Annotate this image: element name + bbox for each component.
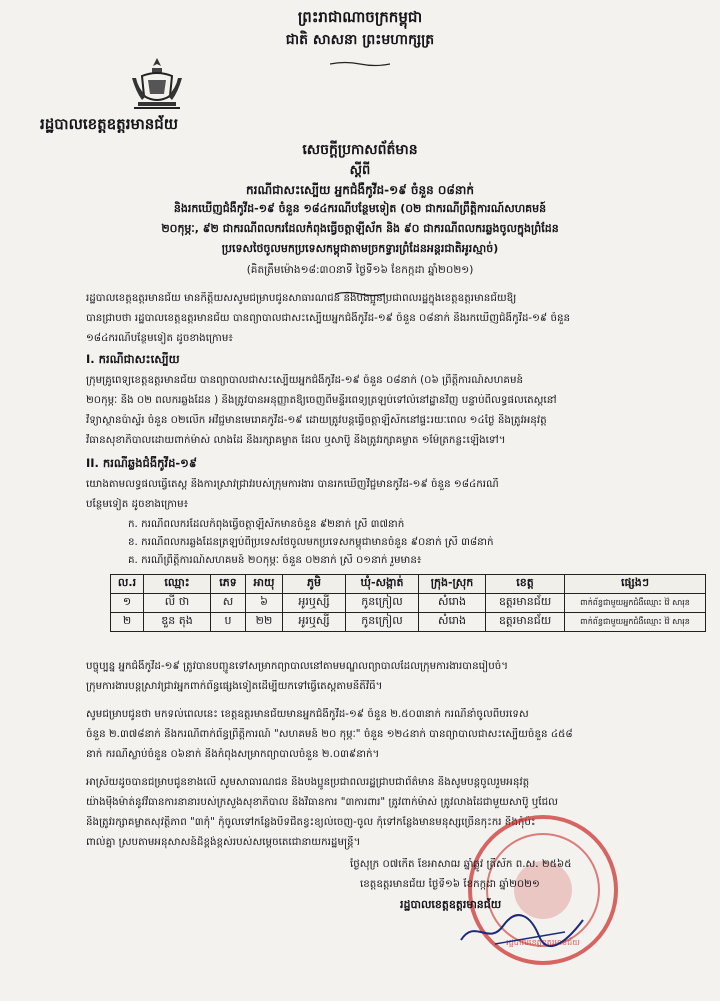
- cell-number: ២: [111, 613, 144, 632]
- col-sex: ភេទ: [211, 575, 246, 594]
- title-line-3: ២០កុម្ភៈ, ៩២ ជាករណីពលករដែលកំពុងធ្វើចត្តាឡីស័ក និង ៩០ ជាករណីពលករឆ្លងចូលក្នុងព្រំដែន: [161, 222, 559, 235]
- title-line-1: ករណីជាសះស្បើយ អ្នកជំងឺកូវីដ-១៩ ចំនួន ០៨នាក់: [246, 183, 474, 197]
- document-title: សេចក្តីប្រកាសព័ត៌មាន: [302, 142, 418, 158]
- cell-number: ១: [111, 594, 144, 613]
- infected-line-2: បន្ថែមទៀត ដូចខាងក្រោម៖: [86, 498, 189, 510]
- cell-age: ២២: [246, 613, 283, 632]
- solar-date: ខេត្តឧត្តរមានជ័យ ថ្ងៃទី១៦ ខែកក្កដា ឆ្នាំ២០២១: [360, 878, 540, 890]
- col-notes: ផ្សេងៗ: [565, 575, 706, 594]
- kingdom-title: ព្រះរាជាណាចក្រកម្ពុជា: [297, 8, 423, 26]
- intro-line-1: រដ្ឋបាលខេត្តឧត្តរមានជ័យ មានកិត្តិយសសូមជម្រាបជូនសាធារណជន និងបងប្អូនប្រជាពលរដ្ឋក្នុងខេត្តឧត្តរមានជ័យឱ្យ: [86, 292, 517, 304]
- title-ornament: [335, 282, 385, 288]
- closing-line-3: និងត្រូវរក្សាគម្លាតសុវត្ថិភាព "៣កុំ" កុំចូលទៅកន្លែងបិទជិតខ្វះខ្យល់ចេញ-ចូល កុំទៅកន្លែងមានមនុស្សច្រើនកុះករ និងកុំប៉ះ: [86, 816, 536, 828]
- cell-district: សំរោង: [419, 594, 486, 613]
- col-number: ល.រ: [111, 575, 144, 594]
- recovered-line-4: វិធានសុខាភិបាលដោយពាក់ម៉ាស់ លាងដៃ និងរក្សាគម្លាត ដែល ឬសាប៊ូ និងត្រូវរក្សាគម្លាត ១ម៉ែត្រកន្លះឡើងទៅ។: [86, 434, 506, 446]
- col-age: អាយុ: [246, 575, 283, 594]
- issuing-authority: រដ្ឋបាលខេត្តឧត្តរមានជ័យ: [40, 115, 179, 133]
- cell-notes: ពាក់ព័ន្ធជាមួយអ្នកជំងឺឈ្មោះ វ៉ៃ សារុន: [565, 594, 706, 613]
- cell-name: លី ថា: [144, 594, 211, 613]
- national-motto: ជាតិ សាសនា ព្រះមហាក្សត្រ: [285, 32, 435, 48]
- table-row: [111, 613, 706, 632]
- community-cases-table: [110, 574, 706, 632]
- signatory-authority: រដ្ឋបាលខេត្តឧត្តរមានជ័យ: [400, 898, 502, 911]
- infected-item-a: ក. ករណីពលករដែលកំពុងធ្វើចត្តាឡីស័កមានចំនួន ៩២នាក់ ស្រី ៣៧នាក់: [128, 518, 405, 530]
- section-infected-heading: II. ករណីឆ្លងជំងឺកូវីដ-១៩: [86, 456, 197, 470]
- recovered-line-1: ក្រុមគ្រូពេទ្យខេត្តឧត្តរមានជ័យ បានព្យាបាលជាសះស្បើយអ្នកជំងឺកូវីដ-១៩ ចំនួន ០៨នាក់ (០៦ ព្រឹត្តិការណ៍សហគមន៍: [86, 374, 524, 386]
- cell-sex: ស: [211, 594, 246, 613]
- closing-line-1: អាស្រ័យដូចបានជម្រាបជូនខាងលើ សូមសាធារណជន និងបងប្អូនប្រជាពលរដ្ឋជ្រាបជាព័ត៌មាន និងសូមបន្តចូលរួមអនុវត្ត: [86, 776, 530, 788]
- cell-age: ៦: [246, 594, 283, 613]
- cell-sex: ប: [211, 613, 246, 632]
- intro-line-3: ១៨៤ករណីបន្ថែមទៀត ដូចខាងក្រោម៖: [86, 332, 233, 344]
- table-header-row: [111, 575, 706, 594]
- cell-province: ឧត្តរមានជ័យ: [486, 613, 565, 632]
- summary-line-3: នាក់ ករណីស្លាប់ចំនួន ០៦នាក់ និងកំពុងសម្រាកព្យាបាលចំនួន ២.០៣៩នាក់។: [86, 748, 380, 760]
- section-recovered-heading: I. ករណីជាសះស្បើយ: [86, 352, 180, 366]
- col-name: ឈ្មោះ: [144, 575, 211, 594]
- cell-commune: កូនក្រៀល: [346, 594, 419, 613]
- cell-commune: កូនក្រៀល: [346, 613, 419, 632]
- coat-of-arms-emblem: [128, 56, 186, 112]
- col-commune: ឃុំ-សង្កាត់: [346, 575, 419, 594]
- after-table-line-2: ក្រុមការងារបន្តស្រាវជ្រាវអ្នកពាក់ព័ន្ធផ្សេងទៀតដើម្បីយកទៅធ្វើតេស្តតាមនីតិវិធី។: [86, 680, 383, 692]
- title-line-2: និងរកឃើញជំងឺកូវីដ-១៩ ចំនួន ១៨៤ករណីបន្ថែមទៀត (០២ ជាករណីព្រឹត្តិការណ៍សហគមន៍: [173, 202, 547, 215]
- col-province: ខេត្ត: [486, 575, 565, 594]
- infected-item-c: គ. ករណីព្រឹត្តិការណ៍សហគមន៍ ២០កុម្ភៈ ចំនួន ០២នាក់ ស្រី ០១នាក់ រួមមាន៖: [128, 554, 422, 566]
- col-village: ភូមិ: [283, 575, 346, 594]
- cell-name: ឌួន តុង: [144, 613, 211, 632]
- motto-ornament: [330, 52, 390, 58]
- closing-line-2: យ៉ាងម៉ឺងម៉ាត់នូវវិធានការនានារបស់ក្រសួងសុខាភិបាល និងវិធានការ "៣ការពារ" ត្រូវពាក់ម៉ាស់ ត្រូវលាងដៃជាមួយសាប៊ូ ឬជែល: [86, 796, 558, 808]
- cell-village: អូរឬស្សី: [283, 613, 346, 632]
- report-timestamp: (គិតត្រឹមម៉ោង១៨:៣០នាទី ថ្ងៃទី១៦ ខែកក្កដា ឆ្នាំ២០២១): [246, 264, 474, 276]
- handwritten-signature: [455, 910, 595, 950]
- cell-notes: ពាក់ព័ន្ធជាមួយអ្នកជំងឺឈ្មោះ វ៉ៃ សារុន: [565, 613, 706, 632]
- cell-village: អូរឬស្សី: [283, 594, 346, 613]
- lunar-date: ថ្ងៃសុក្រ ០៧កើត ខែអាសាឍ ឆ្នាំឆ្លូវ ត្រីស័ក ព.ស. ២៥៦៥: [350, 858, 572, 870]
- title-line-4: ប្រទេសថៃចូលមកប្រទេសកម្ពុជាតាមច្រកទ្វារព្រំដែនអន្តរជាតិអូរស្មាច់): [221, 242, 499, 255]
- intro-line-2: បានជ្រាបថា រដ្ឋបាលខេត្តឧត្តរមានជ័យ បានព្យាបាលជាសះស្បើយអ្នកជំងឺកូវីដ-១៩ ចំនួន ០៨នាក់ និងរកឃើញជំងឺកូវីដ-១៩ ចំនួន: [86, 312, 571, 324]
- summary-line-2: ចំនួន ២.៣៧៨នាក់ និងករណីពាក់ព័ន្ធព្រឹត្តិការណ៍ "សហគមន៍ ២០ កុម្ភៈ" ចំនួន ១២៤នាក់ បានព្យាបាលជាសះស្បើយចំនួន ៤៥៨: [86, 728, 573, 740]
- cell-province: ឧត្តរមានជ័យ: [486, 594, 565, 613]
- infected-line-1: យោងតាមលទ្ធផលធ្វើតេស្ត និងការស្រាវជ្រាវរបស់ក្រុមការងារ បានរកឃើញវិជ្ជមានកូវីដ-១៩ ចំនួន ១៨៤ករណី: [86, 478, 499, 490]
- table-row: [111, 594, 706, 613]
- infected-item-b: ខ. ករណីពលករឆ្លងដែនត្រឡប់ពីប្រទេសថៃចូលមកប្រទេសកម្ពុជាមានចំនួន ៩០នាក់ ស្រី ៣៨នាក់: [128, 536, 494, 548]
- summary-line-1: សូមជម្រាបជូនថា មកទល់ពេលនេះ ខេត្តឧត្តរមានជ័យមានអ្នកជំងឺកូវីដ-១៩ ចំនួន ២.៥០៣នាក់ ករណីនាំចូលពីបរទេស: [86, 708, 529, 720]
- title-subject-label: ស្តីពី: [349, 163, 371, 178]
- cell-district: សំរោង: [419, 613, 486, 632]
- recovered-line-2: ២០កុម្ភៈ និង ០២ ពលករឆ្លងដែន ) និងត្រូវបានអនុញ្ញាតឱ្យចេញពីមន្ទីរពេទ្យត្រឡប់ទៅលំនៅដ្ឋានវិញ បន្ទាប់ពីលទ្ធផលតេស្តនៅ: [86, 394, 557, 406]
- recovered-line-3: វិទ្យាស្ថានប៉ាស្ទ័រ ចំនួន ០២លើក អវិជ្ជមានមេរោគកូវីដ-១៩ ដោយត្រូវបន្តធ្វើចត្តាឡីស័កនៅផ្ទះរយៈពេល ១៤ថ្ងៃ និងត្រូវអនុវត្ត: [86, 414, 547, 426]
- closing-line-4: ពាល់គ្នា ស្របតាមអនុសាសន៍ដ៏ខ្ពង់ខ្ពស់របស់សម្តេចតេជោនាយករដ្ឋមន្ត្រី។: [86, 836, 361, 848]
- after-table-line-1: បច្ចុប្បន្ន អ្នកជំងឺកូវីដ-១៩ ត្រូវបានបញ្ជូនទៅសម្រាកព្យាបាលនៅតាមមណ្ឌលព្យាបាលដែលក្រុមការងារបានរៀបចំ។: [86, 660, 509, 672]
- col-district: ក្រុង-ស្រុក: [419, 575, 486, 594]
- seal-text: រដ្ឋបាលខេត្តឧត្តរមានជ័យ: [506, 938, 580, 947]
